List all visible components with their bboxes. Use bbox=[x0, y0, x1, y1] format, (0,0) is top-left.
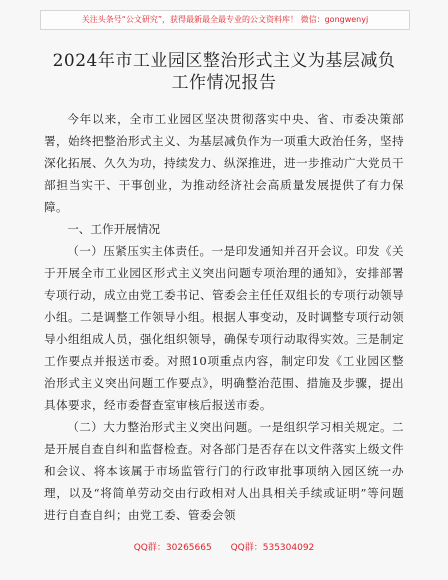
document-title: 2024年市工业园区整治形式主义为基层减负工作情况报告 bbox=[52, 51, 396, 93]
header-banner: 关注头条号“公文研究”，获得最新最全最专业的公文资料库！ 微信：gongwenyj bbox=[40, 10, 410, 30]
body-paragraph-1: （一）压紧压实主体责任。一是印发通知并召开会议。印发《关于开展全市工业园区形式主义突出问题专项治理的通知》，安排部署专项行动，成立由党工委书记、管委会主任任双组长的专项行动领导小组。二是调整工作领导小组。根据人事变动，及时调整专项行动领导小组组成人员，强化组织领导，确保专项行动取得实效。三是制定工作要点并报送市委。对照10项重点内容，制定印发《工业园区整治形式主义突出问题工作要点》，明确整治范围、措施及步骤，提出具体要求，经市委督查室审核后报送市委。 bbox=[44, 244, 404, 412]
body-paragraph-2: （二）大力整治形式主义突出问题。一是组织学习相关规定。二是开展自查自纠和监督检查。对各部门是否存在以文件落实上级文件和会议、将本该属于市场监管行门的行政审批事项纳入园区统一办理，以及“将简单劳动交由行政相对人出具相关手续或证明”等问题进行自查自纠；由党工委、管委会领 bbox=[44, 420, 404, 522]
section-heading-1: 一、工作开展情况 bbox=[67, 222, 160, 236]
footer bbox=[0, 540, 448, 553]
intro-paragraph: 今年以来，全市工业园区坚决贯彻落实中央、省、市委决策部署，始终把整治形式主义、为基层减负作为一项重大政治任务，坚持深化拓展、久久为功，持续发力、纵深推进，进一步推动广大党员干部担当实干、干事创业，为推动经济社会高质量发展提供了有力保障。 bbox=[44, 112, 404, 214]
document-page bbox=[44, 38, 404, 526]
footer-qq-2: QQ群：535304092 bbox=[230, 543, 315, 553]
footer-qq-1: QQ群：30265665 bbox=[133, 543, 212, 553]
